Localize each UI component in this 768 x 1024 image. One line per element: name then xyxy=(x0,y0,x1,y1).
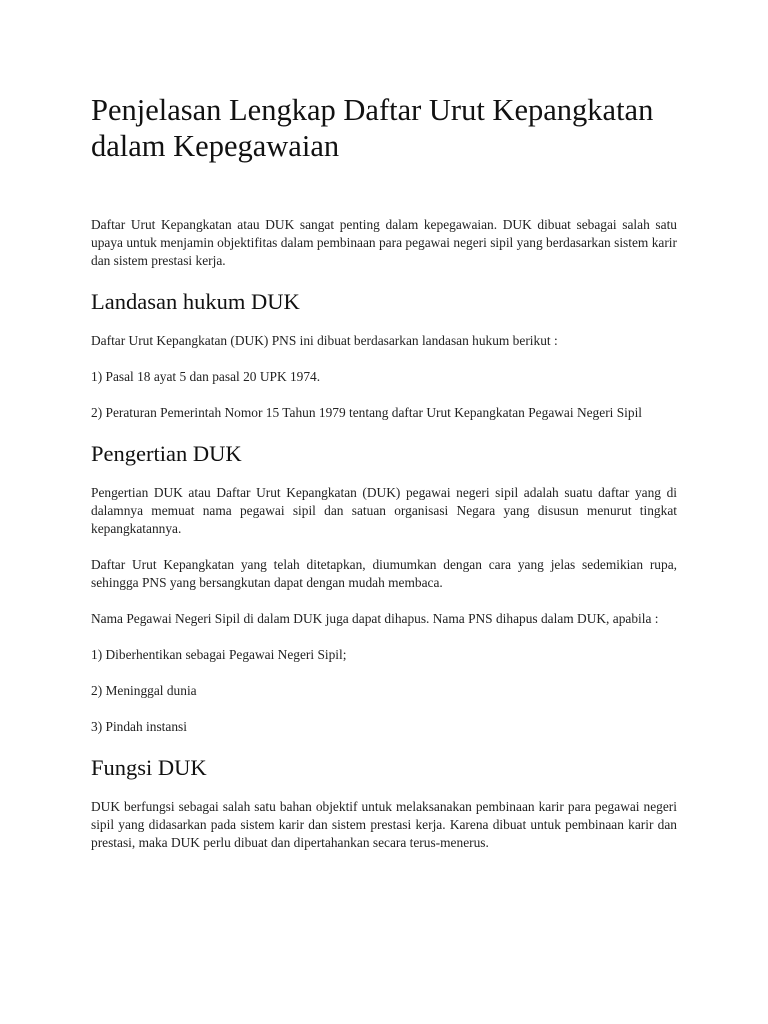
pengertian-paragraph-3: Nama Pegawai Negeri Sipil di dalam DUK juga dapat dihapus. Nama PNS dihapus dalam DUK, apabila : xyxy=(91,611,659,626)
intro-paragraph: Daftar Urut Kepangkatan atau DUK sangat penting dalam kepegawaian. DUK dibuat sebagai salah satu upaya untuk menjamin objektifitas dalam pembinaan para pegawai negeri sipil yang berdasarkan sistem karir dan sistem prestasi kerja. xyxy=(91,217,677,268)
heading-pengertian: Pengertian DUK xyxy=(91,441,242,466)
heading-landasan-hukum: Landasan hukum DUK xyxy=(91,289,300,314)
pengertian-paragraph-1: Pengertian DUK atau Daftar Urut Kepangkatan (DUK) pegawai negeri sipil adalah suatu daftar yang di dalamnya memuat nama pegawai sipil dan satuan organisasi Negara yang disusun menurut tingkat kepangkatannya. xyxy=(91,485,677,536)
pengertian-paragraph-2: Daftar Urut Kepangkatan yang telah ditetapkan, diumumkan dengan cara yang jelas sedemikian rupa, sehingga PNS yang bersangkutan dapat dengan mudah membaca. xyxy=(91,557,677,590)
landasan-item-1: 1) Pasal 18 ayat 5 dan pasal 20 UPK 1974. xyxy=(91,369,321,384)
pengertian-item-1: 1) Diberhentikan sebagai Pegawai Negeri Sipil; xyxy=(91,647,347,662)
document-page xyxy=(91,92,677,870)
fungsi-paragraph: DUK berfungsi sebagai salah satu bahan objektif untuk melaksanakan pembinaan karir para pegawai negeri sipil yang didasarkan pada sistem karir dan sistem prestasi kerja. Karena dibuat untuk pembinaan karir dan prestasi, maka DUK perlu dibuat dan dipertahankan secara terus-menerus. xyxy=(91,799,677,850)
document-title: Penjelasan Lengkap Daftar Urut Kepangkatan dalam Kepegawaian xyxy=(91,93,654,163)
pengertian-item-3: 3) Pindah instansi xyxy=(91,719,187,734)
pengertian-item-2: 2) Meninggal dunia xyxy=(91,683,197,698)
heading-fungsi: Fungsi DUK xyxy=(91,755,207,780)
landasan-lead-paragraph: Daftar Urut Kepangkatan (DUK) PNS ini dibuat berdasarkan landasan hukum berikut : xyxy=(91,333,558,348)
landasan-item-2: 2) Peraturan Pemerintah Nomor 15 Tahun 1979 tentang daftar Urut Kepangkatan Pegawai Negeri Sipil xyxy=(91,405,643,420)
